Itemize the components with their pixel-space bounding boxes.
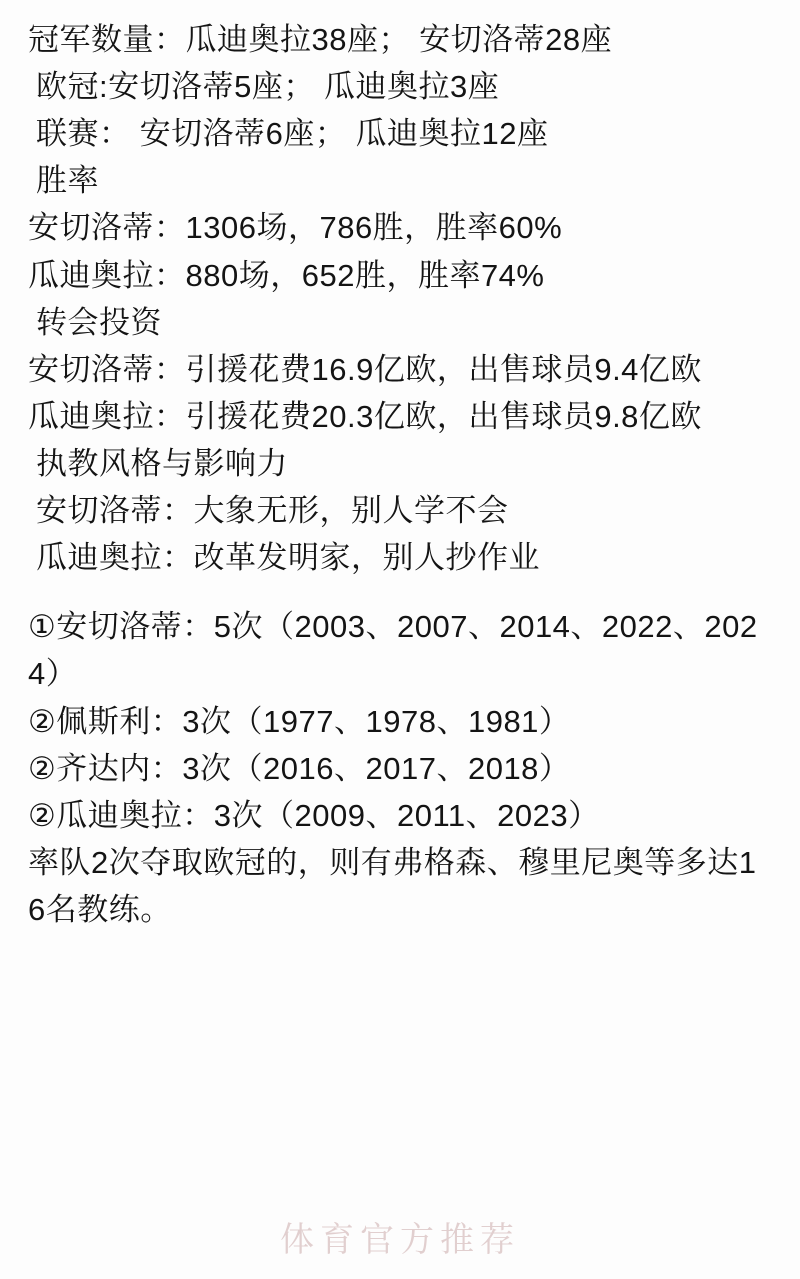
text-line: 瓜迪奥拉：880场，652胜，胜率74% — [28, 257, 545, 293]
list-item: ①安切洛蒂：5次（2003、2007、2014、2022、2024） — [28, 609, 758, 692]
text-line: 瓜迪奥拉：引援花费20.3亿欧，出售球员9.8亿欧 — [28, 398, 702, 434]
text-line: 瓜迪奥拉：改革发明家，别人抄作业 — [36, 540, 540, 576]
list-item: ②佩斯利：3次（1977、1978、1981） — [28, 703, 571, 739]
text-line: 安切洛蒂：大象无形，别人学不会 — [36, 493, 509, 529]
watermark: 体育官方推荐 — [280, 1221, 520, 1259]
section-heading-win-rate: 胜率 — [36, 163, 99, 199]
list-item: ②瓜迪奥拉：3次（2009、2011、2023） — [28, 797, 600, 833]
section-heading-coaching-style: 执教风格与影响力 — [36, 445, 288, 481]
text-line: 安切洛蒂：引援花费16.9亿欧，出售球员9.4亿欧 — [28, 351, 702, 387]
text-line: 率队2次夺取欧冠的，则有弗格森、穆里尼奥等多达16名教练。 — [28, 844, 757, 927]
text-line: 联赛： 安切洛蒂6座； 瓜迪奥拉12座 — [36, 116, 549, 152]
text-line: 欧冠:安切洛蒂5座； 瓜迪奥拉3座 — [36, 69, 500, 105]
list-item: ②齐达内：3次（2016、2017、2018） — [28, 750, 571, 786]
section-heading-transfer-investment: 转会投资 — [36, 304, 162, 340]
text-line: 冠军数量：瓜迪奥拉38座； 安切洛蒂28座 — [28, 22, 613, 57]
text-line: 安切洛蒂：1306场，786胜，胜率60% — [28, 210, 563, 246]
